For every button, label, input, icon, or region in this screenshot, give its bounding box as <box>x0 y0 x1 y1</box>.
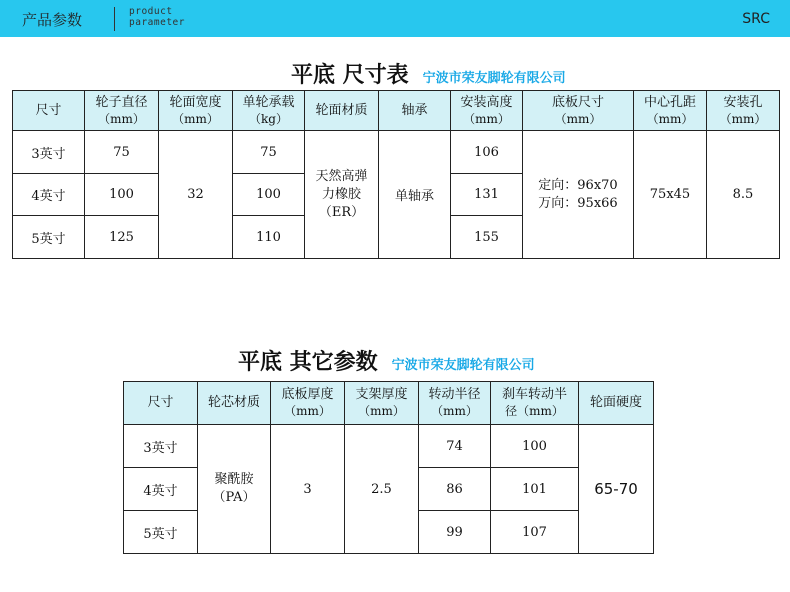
cell-diameter: 125 <box>85 216 159 259</box>
cell-swivel-radius: 99 <box>419 511 491 554</box>
cell-bracket-thickness: 2.5 <box>345 425 419 554</box>
table2-company: 宁波市荣友脚轮有限公司 <box>391 358 535 373</box>
header-tread-material: 轮面材质 <box>305 91 379 131</box>
cell-diameter: 100 <box>85 174 159 216</box>
cell-plate-size: 定向：96x70 万向：95x66 <box>523 131 634 259</box>
header-hole-spacing: 中心孔距 （mm） <box>634 91 707 131</box>
header-subtitle-line1: product <box>129 6 173 17</box>
table1-title: 平底 尺寸表 <box>291 63 409 88</box>
cell-height: 155 <box>451 216 523 259</box>
cell-size: 4英寸 <box>13 174 85 216</box>
cell-size: 3英寸 <box>124 425 198 468</box>
header-tread-width: 轮面宽度 （mm） <box>159 91 233 131</box>
header-subtitle <box>129 6 185 28</box>
size-table <box>12 90 780 259</box>
cell-diameter: 75 <box>85 131 159 174</box>
cell-size: 3英寸 <box>13 131 85 174</box>
cell-swivel-radius: 74 <box>419 425 491 468</box>
table-row <box>13 131 780 174</box>
header-core-material: 轮芯材质 <box>198 382 271 425</box>
cell-size: 4英寸 <box>124 468 198 511</box>
cell-swivel-radius: 86 <box>419 468 491 511</box>
table2-heading <box>238 345 535 376</box>
cell-brake-radius: 100 <box>491 425 579 468</box>
other-params-table <box>123 381 654 554</box>
header-bearing: 轴承 <box>379 91 451 131</box>
header-divider <box>114 7 115 31</box>
cell-size: 5英寸 <box>124 511 198 554</box>
brand-label: SRC <box>742 11 770 27</box>
cell-hole-spacing: 75x45 <box>634 131 707 259</box>
header-mounting-height: 安装高度 （mm） <box>451 91 523 131</box>
cell-brake-radius: 107 <box>491 511 579 554</box>
cell-height: 131 <box>451 174 523 216</box>
cell-load: 75 <box>233 131 305 174</box>
table-row <box>124 425 654 468</box>
cell-mounting-hole: 8.5 <box>707 131 780 259</box>
table2-title: 平底 其它参数 <box>238 350 378 375</box>
table1-company: 宁波市荣友脚轮有限公司 <box>422 71 566 86</box>
size-table-header-row <box>13 91 780 131</box>
cell-core-material: 聚酰胺 （PA） <box>198 425 271 554</box>
header-plate-thickness: 底板厚度 （mm） <box>271 382 345 425</box>
cell-load: 110 <box>233 216 305 259</box>
header-subtitle-line2: parameter <box>129 17 185 28</box>
header-load-capacity: 单轮承载 （kg） <box>233 91 305 131</box>
cell-bearing: 单轴承 <box>379 131 451 259</box>
cell-plate-thickness: 3 <box>271 425 345 554</box>
header-bracket-thickness: 支架厚度 （mm） <box>345 382 419 425</box>
cell-load: 100 <box>233 174 305 216</box>
header-bar <box>0 0 790 37</box>
other-table-header-row <box>124 382 654 425</box>
page-title: 产品参数 <box>22 11 83 29</box>
header-swivel-radius: 转动半径 （mm） <box>419 382 491 425</box>
cell-size: 5英寸 <box>13 216 85 259</box>
table1-heading <box>291 58 566 89</box>
cell-brake-radius: 101 <box>491 468 579 511</box>
header-tread-hardness: 轮面硬度 <box>579 382 654 425</box>
header-plate-size: 底板尺寸 （mm） <box>523 91 634 131</box>
cell-tread-material: 天然高弹 力橡胶 （ER） <box>305 131 379 259</box>
cell-tread-width: 32 <box>159 131 233 259</box>
header-wheel-diameter: 轮子直径 （mm） <box>85 91 159 131</box>
header-brake-swivel-radius: 刹车转动半 径（mm） <box>491 382 579 425</box>
cell-height: 106 <box>451 131 523 174</box>
header-size: 尺寸 <box>13 91 85 131</box>
header-mounting-hole: 安装孔 （mm） <box>707 91 780 131</box>
cell-hardness: 65-70 <box>579 425 654 554</box>
header-size: 尺寸 <box>124 382 198 425</box>
